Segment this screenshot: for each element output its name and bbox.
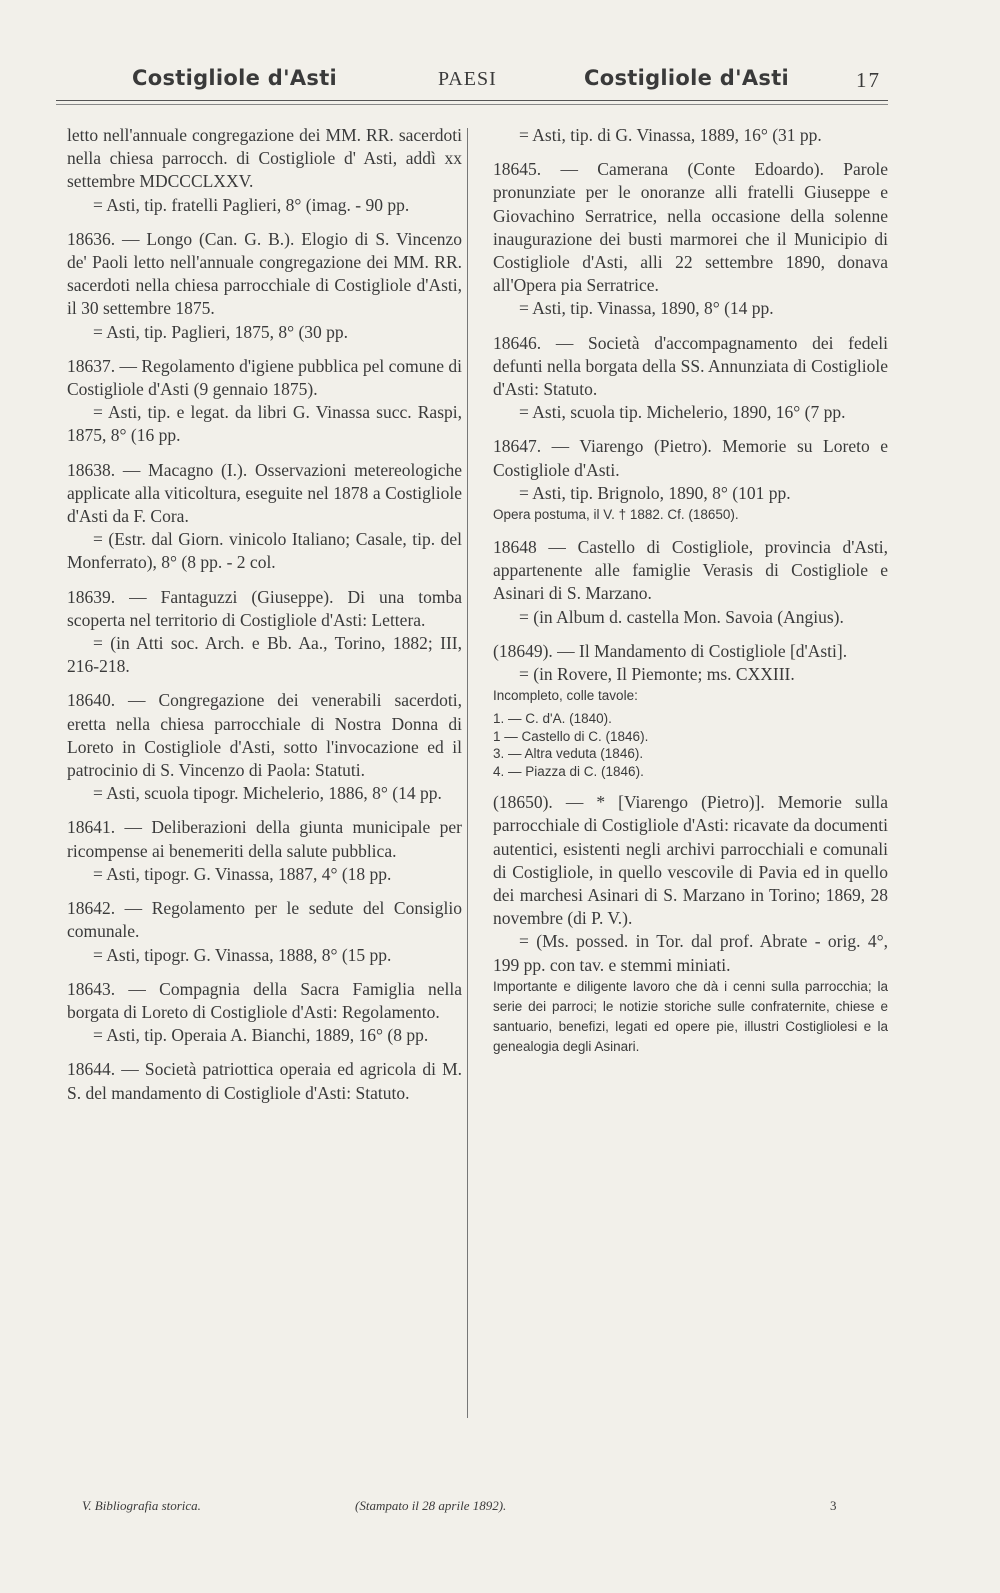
bib-entry <box>493 536 888 629</box>
entry-imprint: = (Estr. dal Giorn. vinicolo Italiano; Casale, tip. del Monferrato), 8° (8 pp. - 2 col. <box>67 529 462 573</box>
entry-text: 18640. — Congregazione dei venerabili sacerdoti, eretta nella chiesa parrocchiale di Nostra Donna di Loreto in Costigliole d'Asti, sotto l'invocazione ed il patrocinio di S. Vincenzo di Paola: Statuti. <box>67 690 462 781</box>
plate-item: 1 — Castello di C. (1846). <box>493 728 649 744</box>
footer-print-date: (Stampato il 28 aprile 1892). <box>355 1498 507 1513</box>
entry-text: 18638. — Macagno (I.). Osservazioni metereologiche applicate alla viticoltura, eseguite nel 1878 a Costigliole d'Asti da F. Cora. <box>67 459 462 527</box>
left-column <box>67 124 462 1116</box>
bib-entry <box>67 586 462 679</box>
entry-imprint: = (Ms. possed. in Tor. dal prof. Abrate - orig. 4°, 199 pp. con tav. e stemmi miniati. <box>493 931 888 975</box>
entry-imprint: = Asti, tip. e legat. da libri G. Vinassa succ. Raspi, 1875, 8° (16 pp. <box>67 402 462 446</box>
bib-entry <box>67 355 462 448</box>
entry-imprint: = Asti, tipogr. G. Vinassa, 1887, 4° (18 pp. <box>93 863 392 884</box>
entry-imprint: = Asti, tip. Operaia A. Bianchi, 1889, 16° (8 pp. <box>93 1025 429 1046</box>
entry-text: (18650). — * [Viarengo (Pietro)]. Memorie sulla parrocchiale di Costigliole d'Asti: ricavate da documenti autentici, esistenti negli archivi parrocchiali e comunali di Costigliole, in quello vescovile di Pavia ed in quello dei marchesi Asinari di S. Marzano in Torino; 1869, 28 novembre (di P. V.). <box>493 792 888 929</box>
entry-text: 18645. — Camerana (Conte Edoardo). Parole pronunziate per le onoranze alli fratelli Giuseppe e Giovachino Serratrice, nella occasione della solenne inaugurazione dei busti marmorei che il Municipio di Costigliole d'Asti, alli 22 settembre 1890, donava all'Opera pia Serratrice. <box>493 159 888 296</box>
header-left-title: Costigliole d'Asti <box>132 66 338 90</box>
entry-imprint: = Asti, tip. Vinassa, 1890, 8° (14 pp. <box>519 298 774 319</box>
entry-text: 18648 — Castello di Costigliole, provincia d'Asti, appartenente alle famiglie Verasis di Costigliole e Asinari di S. Marzano. <box>493 537 888 604</box>
bib-entry <box>67 1058 462 1104</box>
bib-entry <box>493 640 888 780</box>
entry-imprint: = Asti, tipogr. G. Vinassa, 1888, 8° (15 pp. <box>93 944 392 965</box>
column-divider <box>467 128 468 1418</box>
bib-entry <box>493 158 888 320</box>
entry-imprint: = Asti, scuola tipogr. Michelerio, 1886, 8° (14 pp. <box>93 783 442 804</box>
bib-entry <box>67 228 462 344</box>
running-header <box>0 62 1000 102</box>
entry-imprint: = Asti, tip. Paglieri, 1875, 8° (30 pp. <box>93 321 349 342</box>
plate-item: 3. — Altra veduta (1846). <box>493 746 644 762</box>
bib-entry <box>67 689 462 805</box>
entry-text: 18647. — Viarengo (Pietro). Memorie su Loreto e Costigliole d'Asti. <box>493 436 888 480</box>
entry-imprint: = Asti, tip. fratelli Paglieri, 8° (imag. - 90 pp. <box>93 194 410 215</box>
header-rule <box>56 100 888 101</box>
entry-text: 18636. — Longo (Can. G. B.). Elogio di S. Vincenzo de' Paoli letto nell'annuale congregazione dei MM. RR. sacerdoti nella chiesa parrocchiale di Costigliole d'Asti, il 30 settembre 1875. <box>67 228 462 319</box>
entry-text: 18643. — Compagnia della Sacra Famiglia nella borgata di Loreto di Costigliole d'Asti: Regolamento. <box>67 978 462 1022</box>
entry-text: letto nell'annuale congregazione dei MM. RR. sacerdoti nella chiesa parrocch. di Costigliole d' Asti, addì xx settembre MDCCCLXXV. <box>67 125 462 192</box>
entry-imprint: = Asti, tip. Brignolo, 1890, 8° (101 pp. <box>519 482 791 503</box>
bib-entry <box>67 978 462 1048</box>
header-section: PAESI <box>438 68 497 90</box>
entry-text: 18646. — Società d'accompagnamento dei fedeli defunti nella borgata della SS. Annunziata di Costigliole d'Asti: Statuto. <box>493 332 888 400</box>
bib-entry <box>67 459 462 575</box>
header-rule-thin <box>56 104 888 105</box>
plates-list <box>493 710 888 780</box>
bib-entry-continuation <box>493 124 888 147</box>
header-right-title: Costigliole d'Asti <box>584 66 790 90</box>
entry-note: Incompleto, colle tavole: <box>493 688 638 704</box>
bib-entry <box>493 791 888 1057</box>
right-column <box>493 124 888 1068</box>
entry-text: 18644. — Società patriottica operaia ed agricola di M. S. del mandamento di Costigliole d'Asti: Statuto. <box>67 1059 462 1103</box>
entry-imprint: = Asti, tip. di G. Vinassa, 1889, 16° (31 pp. <box>519 125 822 145</box>
entry-text: 18641. — Deliberazioni della giunta municipale per ricompense ai benemeriti della salute pubblica. <box>67 817 462 861</box>
entry-imprint: = Asti, scuola tip. Michelerio, 1890, 16° (7 pp. <box>519 402 846 423</box>
plate-item: 4. — Piazza di C. (1846). <box>493 763 644 779</box>
entry-text: 18639. — Fantaguzzi (Giuseppe). Di una tomba scoperta nel territorio di Costigliole d'Asti: Lettera. <box>67 586 462 630</box>
entry-text: 18642. — Regolamento per le sedute del Consiglio comunale. <box>67 898 462 942</box>
entry-note: Importante e diligente lavoro che dà i cenni sulla parrocchia; la serie dei parroci; le notizie storiche sulle confraternite, chiese e santuario, benefizi, legati ed opere pie, illustri Costigliolesi e la genealogia degli Asinari. <box>493 978 888 1054</box>
entry-text: (18649). — Il Mandamento di Costigliole [d'Asti]. <box>493 640 848 661</box>
plate-item: 1. — C. d'A. (1840). <box>493 711 612 727</box>
bib-entry <box>67 816 462 886</box>
footer-signature: 3 <box>830 1498 837 1513</box>
bib-entry <box>67 124 462 217</box>
footer-volume: V. Bibliografia storica. <box>82 1498 201 1513</box>
entry-imprint: = (in Rovere, Il Piemonte; ms. CXXIII. <box>519 664 795 685</box>
entry-imprint: = (in Atti soc. Arch. e Bb. Aa., Torino, 1882; III, 216-218. <box>67 633 462 677</box>
entry-note: Opera postuma, il V. † 1882. Cf. (18650). <box>493 507 739 523</box>
bib-entry <box>67 897 462 967</box>
entry-text: 18637. — Regolamento d'igiene pubblica pel comune di Costigliole d'Asti (9 gennaio 1875). <box>67 355 462 400</box>
page-number: 17 <box>856 68 881 92</box>
bib-entry <box>493 332 888 425</box>
bib-entry <box>493 435 888 525</box>
entry-imprint: = (in Album d. castella Mon. Savoia (Angius). <box>519 606 844 627</box>
